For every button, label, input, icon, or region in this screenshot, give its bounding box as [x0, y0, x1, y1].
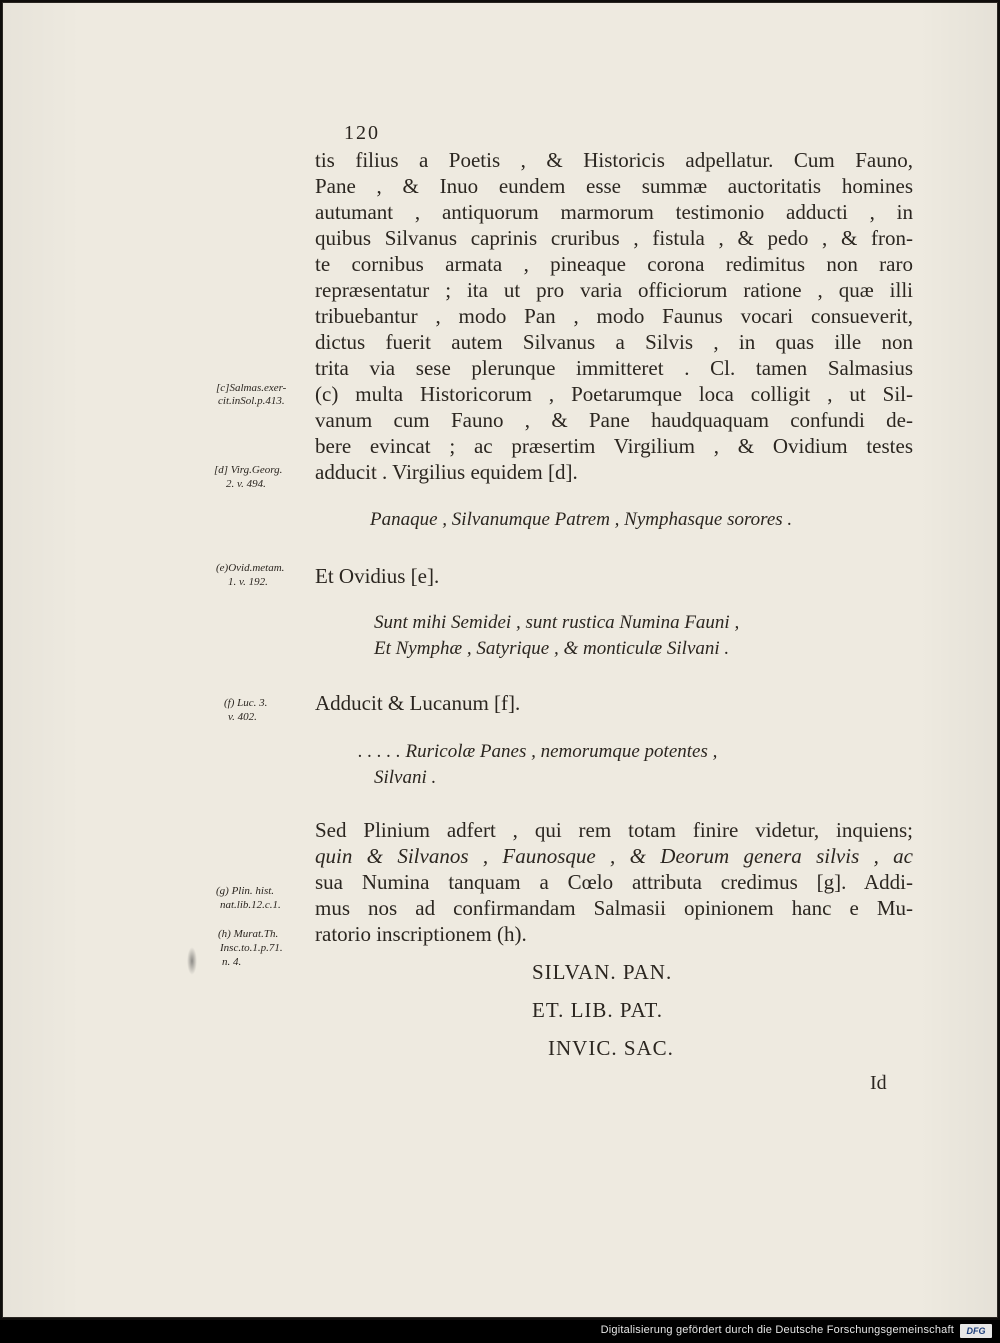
margin-note-f: v. 402.: [228, 711, 257, 723]
body-line: te cornibus armata , pineaque corona redimitus non raro: [315, 252, 913, 276]
body-line: quin & Silvanos , Faunosque , & Deorum genera silvis , ac: [315, 844, 913, 868]
body-line: Sed Plinium adfert , qui rem totam finire videtur, inquiens;: [315, 818, 913, 842]
quote-ovid-line: Sunt mihi Semidei , sunt rustica Numina Fauni ,: [374, 612, 740, 633]
inscription-line: ET. LIB. PAT.: [532, 998, 664, 1022]
body-line: autumant , antiquorum marmorum testimonio adducti , in: [315, 200, 913, 224]
margin-note-g: nat.lib.12.c.1.: [220, 899, 281, 911]
margin-note-h: Insc.to.1.p.71.: [220, 942, 283, 954]
quote-virgil: Panaque , Silvanumque Patrem , Nymphasque sorores .: [370, 509, 793, 530]
margin-note-e: 1. v. 192.: [228, 576, 268, 588]
document-page: [2, 2, 998, 1318]
body-line: vanum cum Fauno , & Pane haudquaquam confundi de-: [315, 408, 913, 432]
body-line: repræsentatur ; ita ut pro varia officiorum ratione , quæ illi: [315, 278, 913, 302]
margin-note-d: [d] Virg.Georg.: [214, 464, 283, 476]
body-line: trita via sese plerunque immitteret . Cl. tamen Salmasius: [315, 356, 913, 380]
body-line: ratorio inscriptionem (h).: [315, 922, 527, 946]
footer-bar: [0, 1320, 1000, 1343]
body-line: dictus fuerit autem Silvanus a Silvis , in quas ille non: [315, 330, 913, 354]
body-line: tribuebantur , modo Pan , modo Faunus vocari consueverit,: [315, 304, 913, 328]
page-number: 120: [344, 122, 380, 144]
margin-note-h: n. 4.: [222, 956, 242, 968]
margin-note-c: [c]Salmas.exer-: [216, 382, 287, 394]
margin-note-h: (h) Murat.Th.: [218, 928, 279, 940]
quote-lucan-line: Silvani .: [374, 767, 437, 788]
body-line: quibus Silvanus caprinis cruribus , fistula , & pedo , & fron-: [315, 226, 913, 250]
footer-funding-text: Digitalisierung gefördert durch die Deutsche Forschungsgemeinschaft: [600, 1324, 954, 1336]
lucan-intro: Adducit & Lucanum [f].: [315, 691, 521, 715]
margin-note-c: cit.inSol.p.413.: [218, 395, 285, 407]
catchword: Id: [870, 1072, 887, 1094]
body-line: sua Numina tanquam a Cœlo attributa credimus [g]. Addi-: [315, 870, 913, 894]
margin-note-f: (f) Luc. 3.: [224, 697, 268, 709]
body-line: bere evincat ; ac præsertim Virgilium , & Ovidium testes: [315, 434, 913, 458]
body-line: tis filius a Poetis , & Historicis adpellatur. Cum Fauno,: [315, 148, 913, 172]
ink-smudge: [187, 947, 197, 975]
quote-lucan-line: . . . . . Ruricolæ Panes , nemorumque potentes ,: [358, 741, 718, 762]
body-line: adducit . Virgilius equidem [d].: [315, 460, 578, 484]
quote-ovid-line: Et Nymphæ , Satyrique , & monticulæ Silvani .: [374, 638, 730, 659]
ovid-intro: Et Ovidius [e].: [315, 564, 440, 588]
margin-note-e: (e)Ovid.metam.: [216, 562, 285, 574]
inscription-line: SILVAN. PAN.: [532, 960, 673, 984]
margin-note-d: 2. v. 494.: [226, 478, 266, 490]
body-line: Pane , & Inuo eundem esse summæ auctoritatis homines: [315, 174, 913, 198]
body-line: (c) multa Historicorum , Poetarumque loca colligit , ut Sil-: [315, 382, 913, 406]
margin-note-g: (g) Plin. hist.: [216, 885, 275, 897]
body-line: mus nos ad confirmandam Salmasii opinionem hanc e Mu-: [315, 896, 913, 920]
dfg-logo-icon: DFG: [960, 1324, 992, 1338]
inscription-line: INVIC. SAC.: [548, 1036, 674, 1060]
